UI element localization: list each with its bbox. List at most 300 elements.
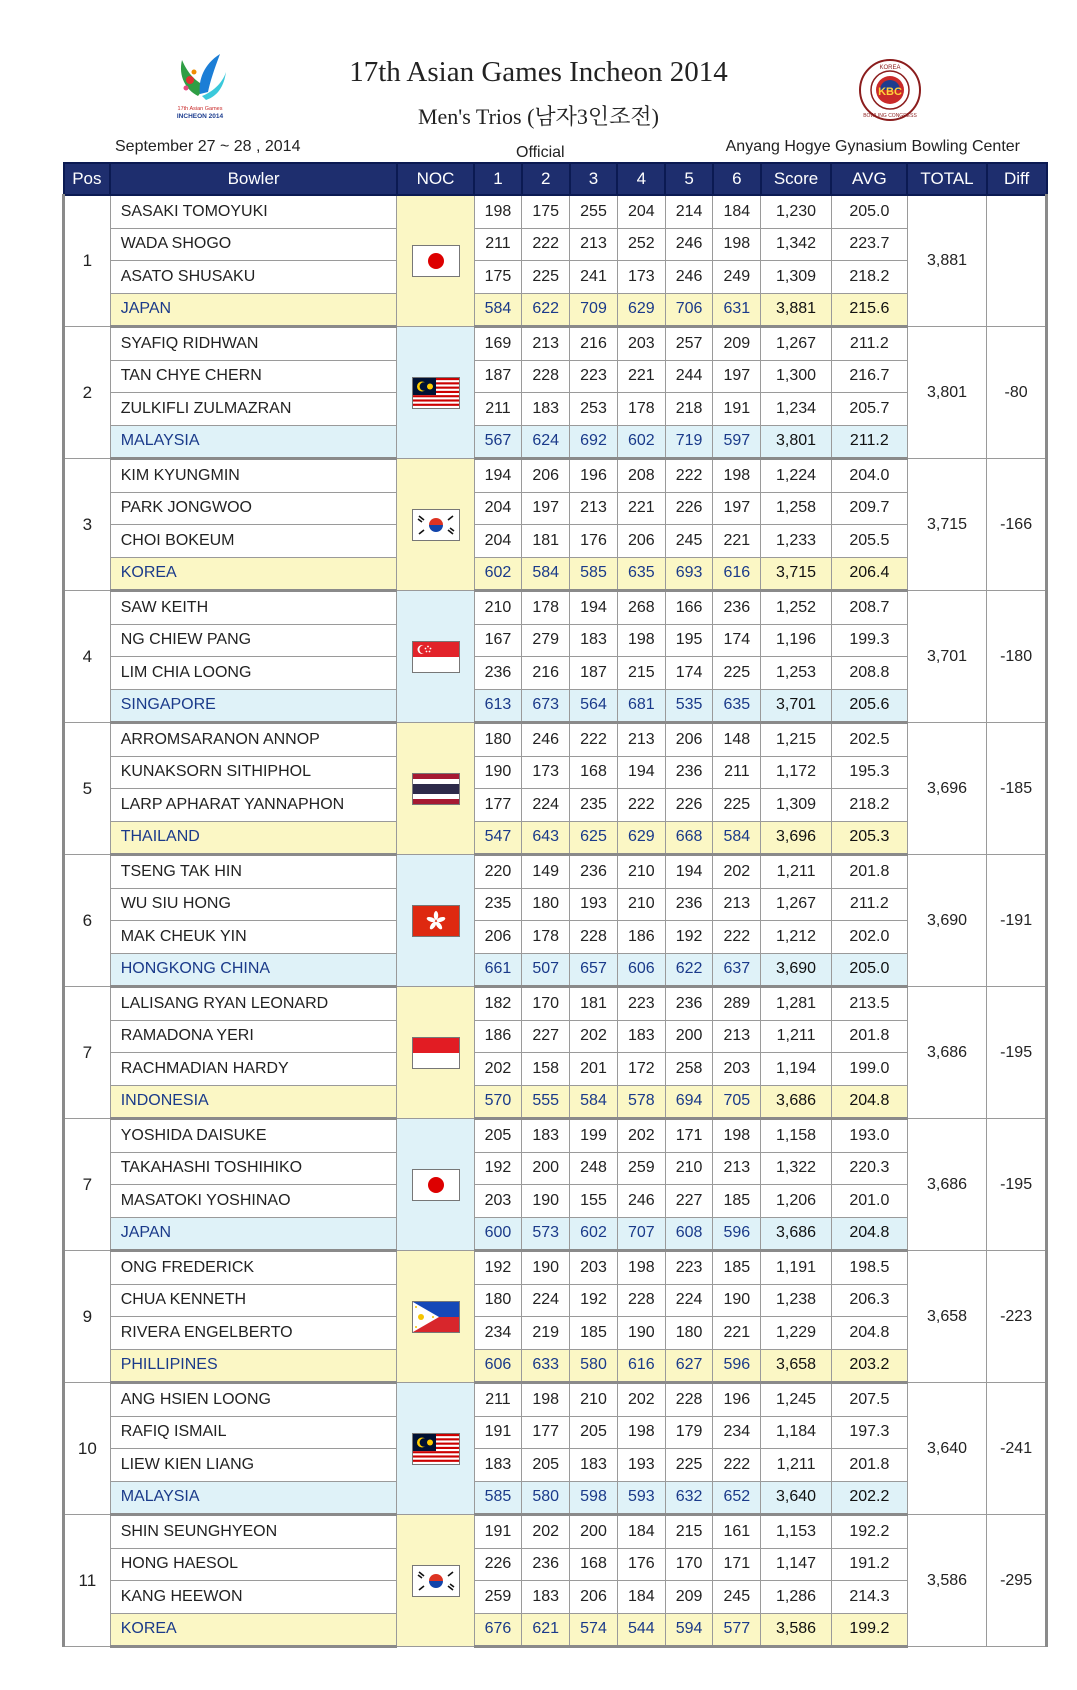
team-game-total: 681 (617, 689, 665, 723)
team-game-total: 621 (522, 1613, 570, 1647)
game-score: 203 (474, 1185, 522, 1218)
team-game-total: 622 (665, 953, 713, 987)
svg-text:INCHEON 2014: INCHEON 2014 (176, 113, 224, 120)
player-average: 218.2 (831, 261, 907, 294)
team-game-total: 608 (665, 1217, 713, 1251)
position: 6 (64, 855, 111, 987)
team-average: 204.8 (831, 1085, 907, 1119)
team-game-total: 585 (570, 557, 618, 591)
game-score: 210 (617, 855, 665, 889)
col-header-avg: AVG (831, 163, 907, 195)
team-game-total: 625 (570, 821, 618, 855)
col-header-diff: Diff (987, 163, 1047, 195)
game-score: 202 (522, 1515, 570, 1549)
player-row (64, 1284, 1047, 1317)
official-label: Official (516, 144, 565, 161)
player-row (64, 657, 1047, 690)
bowler-name: PARK JONGWOO (110, 492, 397, 525)
game-score: 172 (617, 1053, 665, 1086)
game-score: 183 (474, 1449, 522, 1482)
game-score: 170 (522, 987, 570, 1021)
game-score: 228 (665, 1383, 713, 1417)
team-game-total: 622 (522, 293, 570, 327)
bowler-name: TAN CHYE CHERN (110, 360, 397, 393)
team-summary-row (64, 1613, 1047, 1647)
game-score: 168 (570, 1548, 618, 1581)
game-score: 206 (474, 921, 522, 954)
difference: -80 (987, 327, 1047, 459)
game-score: 216 (522, 657, 570, 690)
bowler-name: SAW KEITH (110, 591, 397, 625)
player-score: 1,194 (761, 1053, 832, 1086)
team-average: 203.2 (831, 1349, 907, 1383)
position: 7 (64, 987, 111, 1119)
bowler-name: SHIN SEUNGHYEON (110, 1515, 397, 1549)
game-score: 181 (522, 525, 570, 558)
game-score: 225 (522, 261, 570, 294)
noc-flag-cell (397, 987, 474, 1119)
player-score: 1,322 (761, 1152, 832, 1185)
position: 4 (64, 591, 111, 723)
player-average: 211.2 (831, 888, 907, 921)
team-total: 3,658 (907, 1251, 986, 1383)
game-score: 213 (713, 1152, 761, 1185)
game-score: 222 (713, 1449, 761, 1482)
game-score: 184 (617, 1581, 665, 1614)
team-summary-row (64, 953, 1047, 987)
team-total: 3,686 (907, 1119, 986, 1251)
game-score: 202 (617, 1383, 665, 1417)
team-game-total: 602 (474, 557, 522, 591)
player-row (64, 1416, 1047, 1449)
player-score: 1,258 (761, 492, 832, 525)
player-average: 205.7 (831, 393, 907, 426)
team-game-total: 602 (570, 1217, 618, 1251)
player-score: 1,281 (761, 987, 832, 1021)
player-average: 208.8 (831, 657, 907, 690)
team-summary-row (64, 425, 1047, 459)
team-name: SINGAPORE (110, 689, 397, 723)
game-score: 183 (522, 1119, 570, 1153)
game-score: 241 (570, 261, 618, 294)
team-score: 3,881 (761, 293, 832, 327)
team-game-total: 613 (474, 689, 522, 723)
game-score: 193 (570, 888, 618, 921)
bowler-name: KUNAKSORN SITHIPHOL (110, 756, 397, 789)
game-score: 180 (474, 1284, 522, 1317)
game-score: 213 (570, 228, 618, 261)
game-score: 211 (474, 393, 522, 426)
game-score: 246 (617, 1185, 665, 1218)
player-row (64, 228, 1047, 261)
player-score: 1,215 (761, 723, 832, 757)
bowler-name: CHUA KENNETH (110, 1284, 397, 1317)
table-header-row (64, 163, 1047, 195)
team-score: 3,640 (761, 1481, 832, 1515)
game-score: 202 (570, 1020, 618, 1053)
position: 11 (64, 1515, 111, 1647)
team-total: 3,640 (907, 1383, 986, 1515)
player-row (64, 855, 1047, 889)
team-total: 3,701 (907, 591, 986, 723)
bowler-name: MASATOKI YOSHINAO (110, 1185, 397, 1218)
team-game-total: 570 (474, 1085, 522, 1119)
team-game-total: 564 (570, 689, 618, 723)
col-header-game-6: 6 (713, 163, 761, 195)
game-score: 223 (617, 987, 665, 1021)
bowler-name: MAK CHEUK YIN (110, 921, 397, 954)
team-game-total: 709 (570, 293, 618, 327)
game-score: 236 (522, 1548, 570, 1581)
game-score: 198 (713, 228, 761, 261)
player-average: 195.3 (831, 756, 907, 789)
team-summary-row (64, 821, 1047, 855)
game-score: 171 (665, 1119, 713, 1153)
game-score: 210 (665, 1152, 713, 1185)
game-score: 208 (617, 459, 665, 493)
player-score: 1,253 (761, 657, 832, 690)
hongkong-flag-icon (412, 905, 460, 937)
game-score: 180 (665, 1317, 713, 1350)
game-score: 148 (713, 723, 761, 757)
team-summary-row (64, 1217, 1047, 1251)
team-game-total: 706 (665, 293, 713, 327)
game-score: 213 (522, 327, 570, 361)
game-score: 186 (474, 1020, 522, 1053)
team-score: 3,715 (761, 557, 832, 591)
team-game-total: 606 (617, 953, 665, 987)
game-score: 204 (617, 195, 665, 228)
game-score: 213 (713, 1020, 761, 1053)
game-score: 191 (474, 1515, 522, 1549)
game-score: 223 (570, 360, 618, 393)
col-header-pos: Pos (64, 163, 111, 195)
team-game-total: 707 (617, 1217, 665, 1251)
game-score: 190 (617, 1317, 665, 1350)
team-game-total: 596 (713, 1217, 761, 1251)
team-total: 3,586 (907, 1515, 986, 1647)
noc-flag-cell (397, 195, 474, 327)
game-score: 187 (474, 360, 522, 393)
difference: -180 (987, 591, 1047, 723)
player-average: 211.2 (831, 327, 907, 361)
bowler-name: LIM CHIA LOONG (110, 657, 397, 690)
team-score: 3,686 (761, 1085, 832, 1119)
game-score: 227 (522, 1020, 570, 1053)
bowler-name: KIM KYUNGMIN (110, 459, 397, 493)
game-score: 155 (570, 1185, 618, 1218)
game-score: 194 (570, 591, 618, 625)
difference: -295 (987, 1515, 1047, 1647)
team-game-total: 643 (522, 821, 570, 855)
difference: -185 (987, 723, 1047, 855)
team-score: 3,701 (761, 689, 832, 723)
game-score: 185 (570, 1317, 618, 1350)
game-score: 190 (713, 1284, 761, 1317)
player-average: 198.5 (831, 1251, 907, 1285)
game-score: 244 (665, 360, 713, 393)
game-score: 173 (617, 261, 665, 294)
game-score: 183 (570, 624, 618, 657)
game-score: 198 (617, 1416, 665, 1449)
game-score: 245 (713, 1581, 761, 1614)
game-score: 161 (713, 1515, 761, 1549)
team-name: JAPAN (110, 1217, 397, 1251)
player-row (64, 1317, 1047, 1350)
player-score: 1,230 (761, 195, 832, 228)
game-score: 236 (665, 756, 713, 789)
bowler-name: HONG HAESOL (110, 1548, 397, 1581)
game-score: 255 (570, 195, 618, 228)
svg-text:BOWLING CONGRESS: BOWLING CONGRESS (863, 113, 917, 119)
game-score: 179 (665, 1416, 713, 1449)
game-score: 186 (617, 921, 665, 954)
game-score: 192 (474, 1251, 522, 1285)
korea-flag-icon (412, 509, 460, 541)
player-average: 202.5 (831, 723, 907, 757)
player-score: 1,211 (761, 1449, 832, 1482)
team-name: HONGKONG CHINA (110, 953, 397, 987)
player-average: 199.3 (831, 624, 907, 657)
bowler-name: LALISANG RYAN LEONARD (110, 987, 397, 1021)
bowler-name: YOSHIDA DAISUKE (110, 1119, 397, 1153)
team-game-total: 633 (522, 1349, 570, 1383)
team-score: 3,696 (761, 821, 832, 855)
team-game-total: 602 (617, 425, 665, 459)
team-game-total: 584 (713, 821, 761, 855)
game-score: 225 (713, 789, 761, 822)
malaysia-flag-icon (412, 377, 460, 409)
team-game-total: 535 (665, 689, 713, 723)
game-score: 170 (665, 1548, 713, 1581)
game-score: 198 (713, 459, 761, 493)
player-average: 199.0 (831, 1053, 907, 1086)
col-header-score: Score (761, 163, 832, 195)
player-row (64, 789, 1047, 822)
player-row (64, 492, 1047, 525)
player-average: 192.2 (831, 1515, 907, 1549)
game-score: 194 (617, 756, 665, 789)
game-score: 187 (570, 657, 618, 690)
game-score: 253 (570, 393, 618, 426)
game-score: 259 (617, 1152, 665, 1185)
game-score: 210 (474, 591, 522, 625)
team-game-total: 577 (713, 1613, 761, 1647)
game-score: 203 (570, 1251, 618, 1285)
col-header-noc: NOC (397, 163, 474, 195)
player-score: 1,212 (761, 921, 832, 954)
game-score: 235 (570, 789, 618, 822)
col-header-bowler: Bowler (110, 163, 397, 195)
player-score: 1,309 (761, 789, 832, 822)
player-row (64, 987, 1047, 1021)
game-score: 180 (474, 723, 522, 757)
bowler-name: TSENG TAK HIN (110, 855, 397, 889)
team-game-total: 594 (665, 1613, 713, 1647)
game-score: 228 (570, 921, 618, 954)
team-game-total: 616 (617, 1349, 665, 1383)
noc-flag-cell (397, 1119, 474, 1251)
team-game-total: 657 (570, 953, 618, 987)
game-score: 190 (474, 756, 522, 789)
bowler-name: WU SIU HONG (110, 888, 397, 921)
team-name: JAPAN (110, 293, 397, 327)
game-score: 236 (474, 657, 522, 690)
player-score: 1,309 (761, 261, 832, 294)
game-score: 176 (617, 1548, 665, 1581)
game-score: 171 (713, 1548, 761, 1581)
game-score: 236 (713, 591, 761, 625)
game-score: 235 (474, 888, 522, 921)
team-summary-row (64, 689, 1047, 723)
team-game-total: 596 (713, 1349, 761, 1383)
player-score: 1,238 (761, 1284, 832, 1317)
game-score: 289 (713, 987, 761, 1021)
game-score: 245 (665, 525, 713, 558)
team-game-total: 580 (570, 1349, 618, 1383)
player-row (64, 1185, 1047, 1218)
game-score: 205 (570, 1416, 618, 1449)
team-game-total: 692 (570, 425, 618, 459)
bowler-name: TAKAHASHI TOSHIHIKO (110, 1152, 397, 1185)
game-score: 213 (617, 723, 665, 757)
game-score: 258 (665, 1053, 713, 1086)
game-score: 167 (474, 624, 522, 657)
team-average: 205.3 (831, 821, 907, 855)
player-row (64, 393, 1047, 426)
game-score: 174 (713, 624, 761, 657)
game-score: 252 (617, 228, 665, 261)
player-row (64, 459, 1047, 493)
team-game-total: 584 (522, 557, 570, 591)
bowler-name: RIVERA ENGELBERTO (110, 1317, 397, 1350)
game-score: 196 (713, 1383, 761, 1417)
philippines-flag-icon (412, 1301, 460, 1333)
japan-flag-icon (412, 1169, 460, 1201)
game-score: 149 (522, 855, 570, 889)
team-name: KOREA (110, 557, 397, 591)
team-game-total: 578 (617, 1085, 665, 1119)
bowler-name: RACHMADIAN HARDY (110, 1053, 397, 1086)
team-game-total: 668 (665, 821, 713, 855)
game-score: 214 (665, 195, 713, 228)
player-score: 1,267 (761, 888, 832, 921)
game-score: 209 (713, 327, 761, 361)
player-average: 204.8 (831, 1317, 907, 1350)
results-table (62, 162, 1048, 1648)
team-game-total: 705 (713, 1085, 761, 1119)
difference: -195 (987, 1119, 1047, 1251)
game-score: 183 (570, 1449, 618, 1482)
game-score: 177 (474, 789, 522, 822)
player-average: 220.3 (831, 1152, 907, 1185)
document-header (0, 0, 1077, 160)
team-game-total: 661 (474, 953, 522, 987)
game-score: 205 (522, 1449, 570, 1482)
player-average: 202.0 (831, 921, 907, 954)
game-score: 210 (570, 1383, 618, 1417)
bowler-name: KANG HEEWON (110, 1581, 397, 1614)
position: 10 (64, 1383, 111, 1515)
game-score: 206 (522, 459, 570, 493)
game-score: 180 (522, 888, 570, 921)
game-score: 184 (617, 1515, 665, 1549)
player-row (64, 261, 1047, 294)
game-score: 222 (665, 459, 713, 493)
player-score: 1,211 (761, 1020, 832, 1053)
team-game-total: 652 (713, 1481, 761, 1515)
team-average: 205.6 (831, 689, 907, 723)
game-score: 200 (665, 1020, 713, 1053)
player-average: 216.7 (831, 360, 907, 393)
game-score: 246 (665, 261, 713, 294)
game-score: 178 (617, 393, 665, 426)
game-score: 205 (474, 1119, 522, 1153)
game-score: 211 (474, 1383, 522, 1417)
team-average: 205.0 (831, 953, 907, 987)
game-score: 195 (665, 624, 713, 657)
game-score: 213 (570, 492, 618, 525)
difference (987, 195, 1047, 327)
game-score: 228 (522, 360, 570, 393)
player-score: 1,252 (761, 591, 832, 625)
player-average: 206.3 (831, 1284, 907, 1317)
game-score: 175 (474, 261, 522, 294)
player-row (64, 1515, 1047, 1549)
player-average: 201.8 (831, 1020, 907, 1053)
game-score: 236 (570, 855, 618, 889)
noc-flag-cell (397, 855, 474, 987)
game-score: 198 (713, 1119, 761, 1153)
team-name: INDONESIA (110, 1085, 397, 1119)
game-score: 221 (617, 360, 665, 393)
game-score: 248 (570, 1152, 618, 1185)
game-score: 222 (570, 723, 618, 757)
japan-flag-icon (412, 245, 460, 277)
game-score: 176 (570, 525, 618, 558)
game-score: 227 (665, 1185, 713, 1218)
player-row (64, 591, 1047, 625)
team-total: 3,801 (907, 327, 986, 459)
game-score: 259 (474, 1581, 522, 1614)
game-score: 192 (665, 921, 713, 954)
player-average: 208.7 (831, 591, 907, 625)
game-score: 174 (665, 657, 713, 690)
game-score: 249 (713, 261, 761, 294)
game-score: 202 (617, 1119, 665, 1153)
game-score: 184 (713, 195, 761, 228)
team-game-total: 694 (665, 1085, 713, 1119)
game-score: 268 (617, 591, 665, 625)
game-score: 198 (522, 1383, 570, 1417)
game-score: 197 (522, 492, 570, 525)
team-score: 3,686 (761, 1217, 832, 1251)
team-game-total: 598 (570, 1481, 618, 1515)
col-header-game-4: 4 (617, 163, 665, 195)
game-score: 206 (570, 1581, 618, 1614)
game-score: 183 (617, 1020, 665, 1053)
player-score: 1,234 (761, 393, 832, 426)
team-name: MALAYSIA (110, 1481, 397, 1515)
game-score: 225 (665, 1449, 713, 1482)
team-average: 215.6 (831, 293, 907, 327)
page-subtitle: Men's Trios (남자3인조전) (417, 104, 660, 129)
game-score: 246 (522, 723, 570, 757)
game-score: 216 (570, 327, 618, 361)
game-score: 202 (474, 1053, 522, 1086)
player-average: 214.3 (831, 1581, 907, 1614)
game-score: 183 (522, 1581, 570, 1614)
